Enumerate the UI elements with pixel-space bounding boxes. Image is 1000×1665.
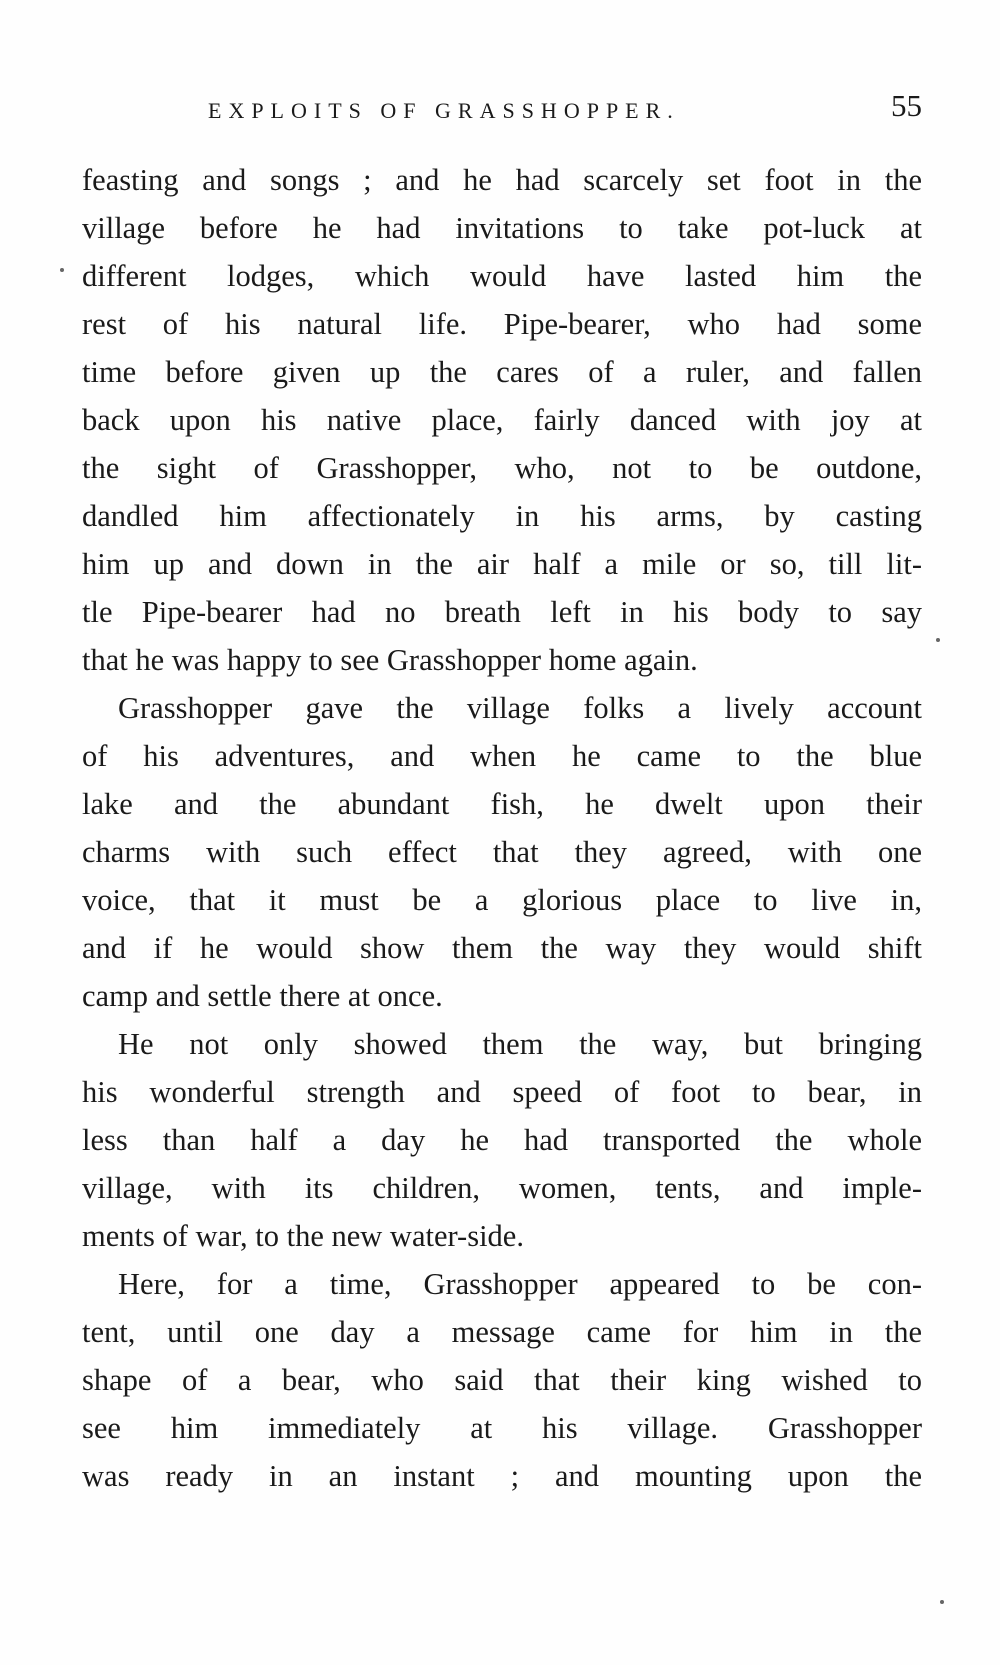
text-line: the sight of Grasshopper, who, not to be outdone, bbox=[82, 451, 922, 485]
text-line: him up and down in the air half a mile or so, till lit- bbox=[82, 547, 922, 581]
text-line: village, with its children, women, tents, and imple- bbox=[82, 1171, 922, 1205]
text-line: that he was happy to see Grasshopper home again. bbox=[82, 643, 698, 677]
text-line: back upon his native place, fairly danced with joy at bbox=[82, 403, 922, 437]
paragraph-4 bbox=[82, 1260, 922, 1500]
text-line: was ready in an instant ; and mounting upon the bbox=[82, 1459, 922, 1493]
text-line: rest of his natural life. Pipe-bearer, who had some bbox=[82, 307, 922, 341]
text-line: time before given up the cares of a ruler, and fallen bbox=[82, 355, 922, 389]
text-line: village before he had invitations to take pot-luck at bbox=[82, 211, 922, 245]
running-title: EXPLOITS OF GRASSHOPPER. bbox=[208, 98, 680, 123]
text-line: of his adventures, and when he came to the blue bbox=[82, 739, 922, 773]
text-line: voice, that it must be a glorious place to live in, bbox=[82, 883, 922, 917]
paragraph-2 bbox=[82, 684, 922, 1020]
scan-speck bbox=[940, 1600, 944, 1604]
text-line: ments of war, to the new water-side. bbox=[82, 1219, 524, 1253]
text-line: feasting and songs ; and he had scarcely set foot in the bbox=[82, 163, 922, 197]
text-line: and if he would show them the way they would shift bbox=[82, 931, 922, 965]
text-line: charms with such effect that they agreed, with one bbox=[82, 835, 922, 869]
text-line: different lodges, which would have lasted him the bbox=[82, 259, 922, 293]
scan-speck bbox=[936, 638, 940, 642]
body-text bbox=[82, 156, 922, 1500]
paragraph-1 bbox=[82, 156, 922, 684]
page-number: 55 bbox=[891, 88, 922, 123]
text-line: camp and settle there at once. bbox=[82, 979, 443, 1013]
scan-speck bbox=[60, 268, 64, 272]
paragraph-3 bbox=[82, 1020, 922, 1260]
text-line: Grasshopper gave the village folks a lively account bbox=[118, 691, 922, 725]
text-line: see him immediately at his village. Grasshopper bbox=[82, 1411, 922, 1445]
text-line: his wonderful strength and speed of foot to bear, in bbox=[82, 1075, 922, 1109]
text-line: less than half a day he had transported the whole bbox=[82, 1123, 922, 1157]
text-line: lake and the abundant fish, he dwelt upon their bbox=[82, 787, 922, 821]
text-line: tent, until one day a message came for him in the bbox=[82, 1315, 922, 1349]
running-head bbox=[82, 88, 922, 132]
text-line: He not only showed them the way, but bringing bbox=[118, 1027, 922, 1061]
text-line: tle Pipe-bearer had no breath left in his body to say bbox=[82, 595, 922, 629]
text-line: Here, for a time, Grasshopper appeared to be con- bbox=[118, 1267, 922, 1301]
text-line: dandled him affectionately in his arms, by casting bbox=[82, 499, 922, 533]
text-line: shape of a bear, who said that their king wished to bbox=[82, 1363, 922, 1397]
